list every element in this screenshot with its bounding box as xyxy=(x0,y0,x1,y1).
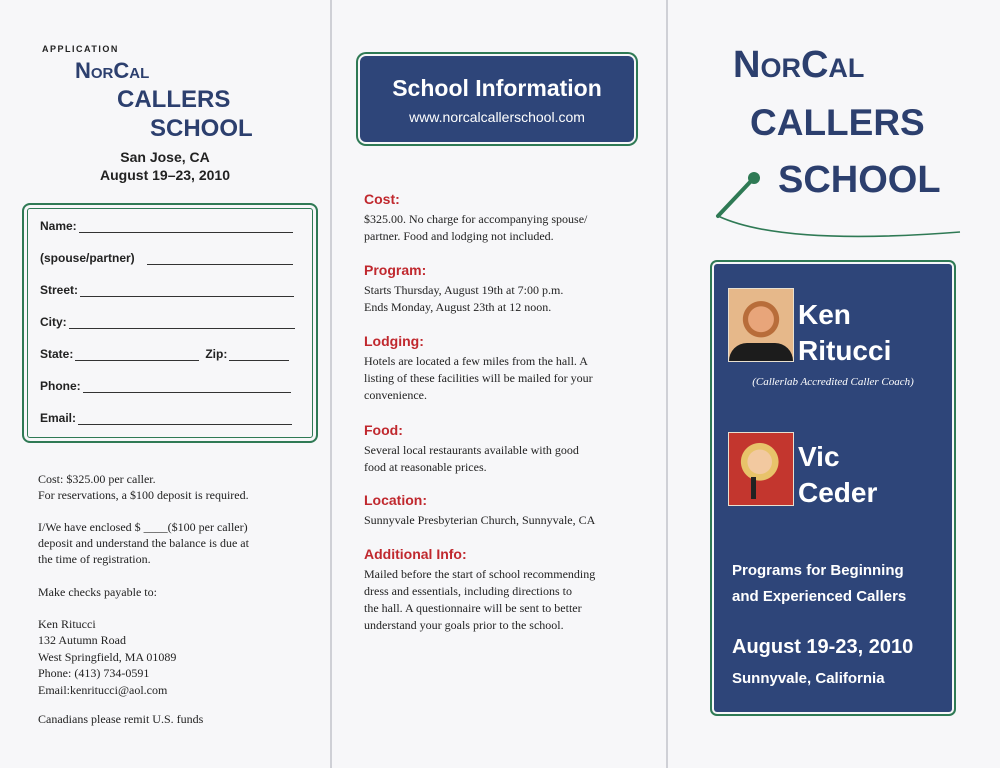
spouse-field[interactable] xyxy=(40,251,293,265)
payee-phone: Phone: (413) 734-0591 xyxy=(38,666,150,680)
lodging-text-line: listing of these facilities will be mailed for your xyxy=(364,371,593,385)
event-city: San Jose, CA xyxy=(120,149,210,165)
cover-location: Sunnyvale, California xyxy=(732,670,885,687)
program-text-line: Starts Thursday, August 19th at 7:00 p.m. xyxy=(364,283,564,297)
cover-callers-title: CALLERS xyxy=(750,102,925,143)
cost-heading: Cost: xyxy=(364,191,400,207)
registration-form xyxy=(22,203,318,443)
speaker1-credential: (Callerlab Accredited Caller Coach) xyxy=(752,376,914,388)
deposit-line: For reservations, a $100 deposit is required. xyxy=(38,488,249,502)
lodging-text-line: convenience. xyxy=(364,388,427,402)
additional-text-line: Mailed before the start of school recommending xyxy=(364,567,596,581)
enclosed-line-3: the time of registration. xyxy=(38,552,151,566)
enclosed-line-2: deposit and understand the balance is due at xyxy=(38,536,249,550)
programs-text xyxy=(732,558,906,610)
vic-ceder-photo xyxy=(728,432,794,506)
programs-line: Programs for Beginning xyxy=(732,562,904,579)
lodging-text-line: Hotels are located a few miles from the hall. A xyxy=(364,354,588,368)
callers-title: CALLERS xyxy=(117,86,231,113)
cost-text xyxy=(364,211,587,245)
spouse-line[interactable] xyxy=(147,252,293,265)
speaker1-last: Ritucci xyxy=(798,335,892,366)
norcal-title: NorCal xyxy=(75,58,150,83)
cost-text-line: $325.00. No charge for accompanying spouse/ xyxy=(364,212,588,226)
location-text xyxy=(364,512,595,529)
name-line[interactable] xyxy=(79,220,293,233)
school-title: SCHOOL xyxy=(150,115,253,142)
canadians-note: Canadians please remit U.S. funds xyxy=(38,712,204,726)
city-line[interactable] xyxy=(69,316,295,329)
food-text xyxy=(364,442,579,476)
info-title: School Information xyxy=(392,75,602,101)
payee-email: Email:kenritucci@aol.com xyxy=(38,683,168,697)
email-field[interactable] xyxy=(40,411,292,425)
phone-field[interactable] xyxy=(40,379,291,393)
phone-line[interactable] xyxy=(83,380,291,393)
state-line[interactable] xyxy=(75,348,199,361)
city-field[interactable] xyxy=(40,315,295,329)
additional-text xyxy=(364,566,595,634)
additional-text-line: understand your goals prior to the school. xyxy=(364,618,564,632)
cover-panel xyxy=(668,0,1000,768)
email-line[interactable] xyxy=(78,412,292,425)
street-label: Street: xyxy=(40,283,79,297)
food-heading: Food: xyxy=(364,422,403,438)
enclosed-line-1: I/We have enclosed $ ____($100 per caller) xyxy=(38,520,248,534)
speaker2-first: Vic xyxy=(798,441,840,472)
ken-ritucci-photo xyxy=(728,288,794,362)
zip-label: Zip: xyxy=(205,347,228,361)
additional-heading: Additional Info: xyxy=(364,546,467,562)
state-zip-field[interactable] xyxy=(40,347,289,361)
speaker2-last: Ceder xyxy=(798,477,878,508)
website-url[interactable]: www.norcalcallerschool.com xyxy=(409,109,585,125)
location-heading: Location: xyxy=(364,492,427,508)
state-label: State: xyxy=(40,347,74,361)
cover-norcal-title: NorCal xyxy=(733,44,865,86)
program-heading: Program: xyxy=(364,262,427,278)
name-label: Name: xyxy=(40,219,77,233)
programs-line: and Experienced Callers xyxy=(732,588,907,605)
payee-city: West Springfield, MA 01089 xyxy=(38,650,177,664)
payee-street: 132 Autumn Road xyxy=(38,633,127,647)
name-field[interactable] xyxy=(40,219,293,233)
event-dates: August 19–23, 2010 xyxy=(100,167,230,183)
cover-school-title: SCHOOL xyxy=(778,159,941,201)
checks-label: Make checks payable to: xyxy=(38,585,157,599)
location-text-line: Sunnyvale Presbyterian Church, Sunnyvale, CA xyxy=(364,513,596,527)
speaker-card xyxy=(714,264,952,712)
application-panel xyxy=(0,0,330,768)
phone-label: Phone: xyxy=(40,379,81,393)
cover-dates: August 19-23, 2010 xyxy=(732,636,914,658)
zip-line[interactable] xyxy=(229,348,289,361)
email-label: Email: xyxy=(40,411,77,425)
city-label: City: xyxy=(40,315,67,329)
lodging-heading: Lodging: xyxy=(364,333,424,349)
additional-text-line: the hall. A questionnaire will be sent to better xyxy=(364,601,582,615)
payee-name: Ken Ritucci xyxy=(38,617,96,631)
street-field[interactable] xyxy=(40,283,294,297)
street-line[interactable] xyxy=(80,284,294,297)
speaker1-first: Ken xyxy=(798,299,851,330)
additional-text-line: dress and essentials, including directions to xyxy=(364,584,572,598)
application-label: APPLICATION xyxy=(42,44,119,54)
info-banner xyxy=(360,56,634,142)
program-text-line: Ends Monday, August 23th at 12 noon. xyxy=(364,300,552,314)
spouse-label: (spouse/partner) xyxy=(40,251,135,265)
info-panel xyxy=(332,0,666,768)
lodging-text xyxy=(364,353,593,404)
microphone-icon xyxy=(712,166,962,238)
food-text-line: Several local restaurants available with good xyxy=(364,443,579,457)
cost-line: Cost: $325.00 per caller. xyxy=(38,472,156,486)
food-text-line: food at reasonable prices. xyxy=(364,460,487,474)
cost-text-line: partner. Food and lodging not included. xyxy=(364,229,554,243)
program-text xyxy=(364,282,563,316)
